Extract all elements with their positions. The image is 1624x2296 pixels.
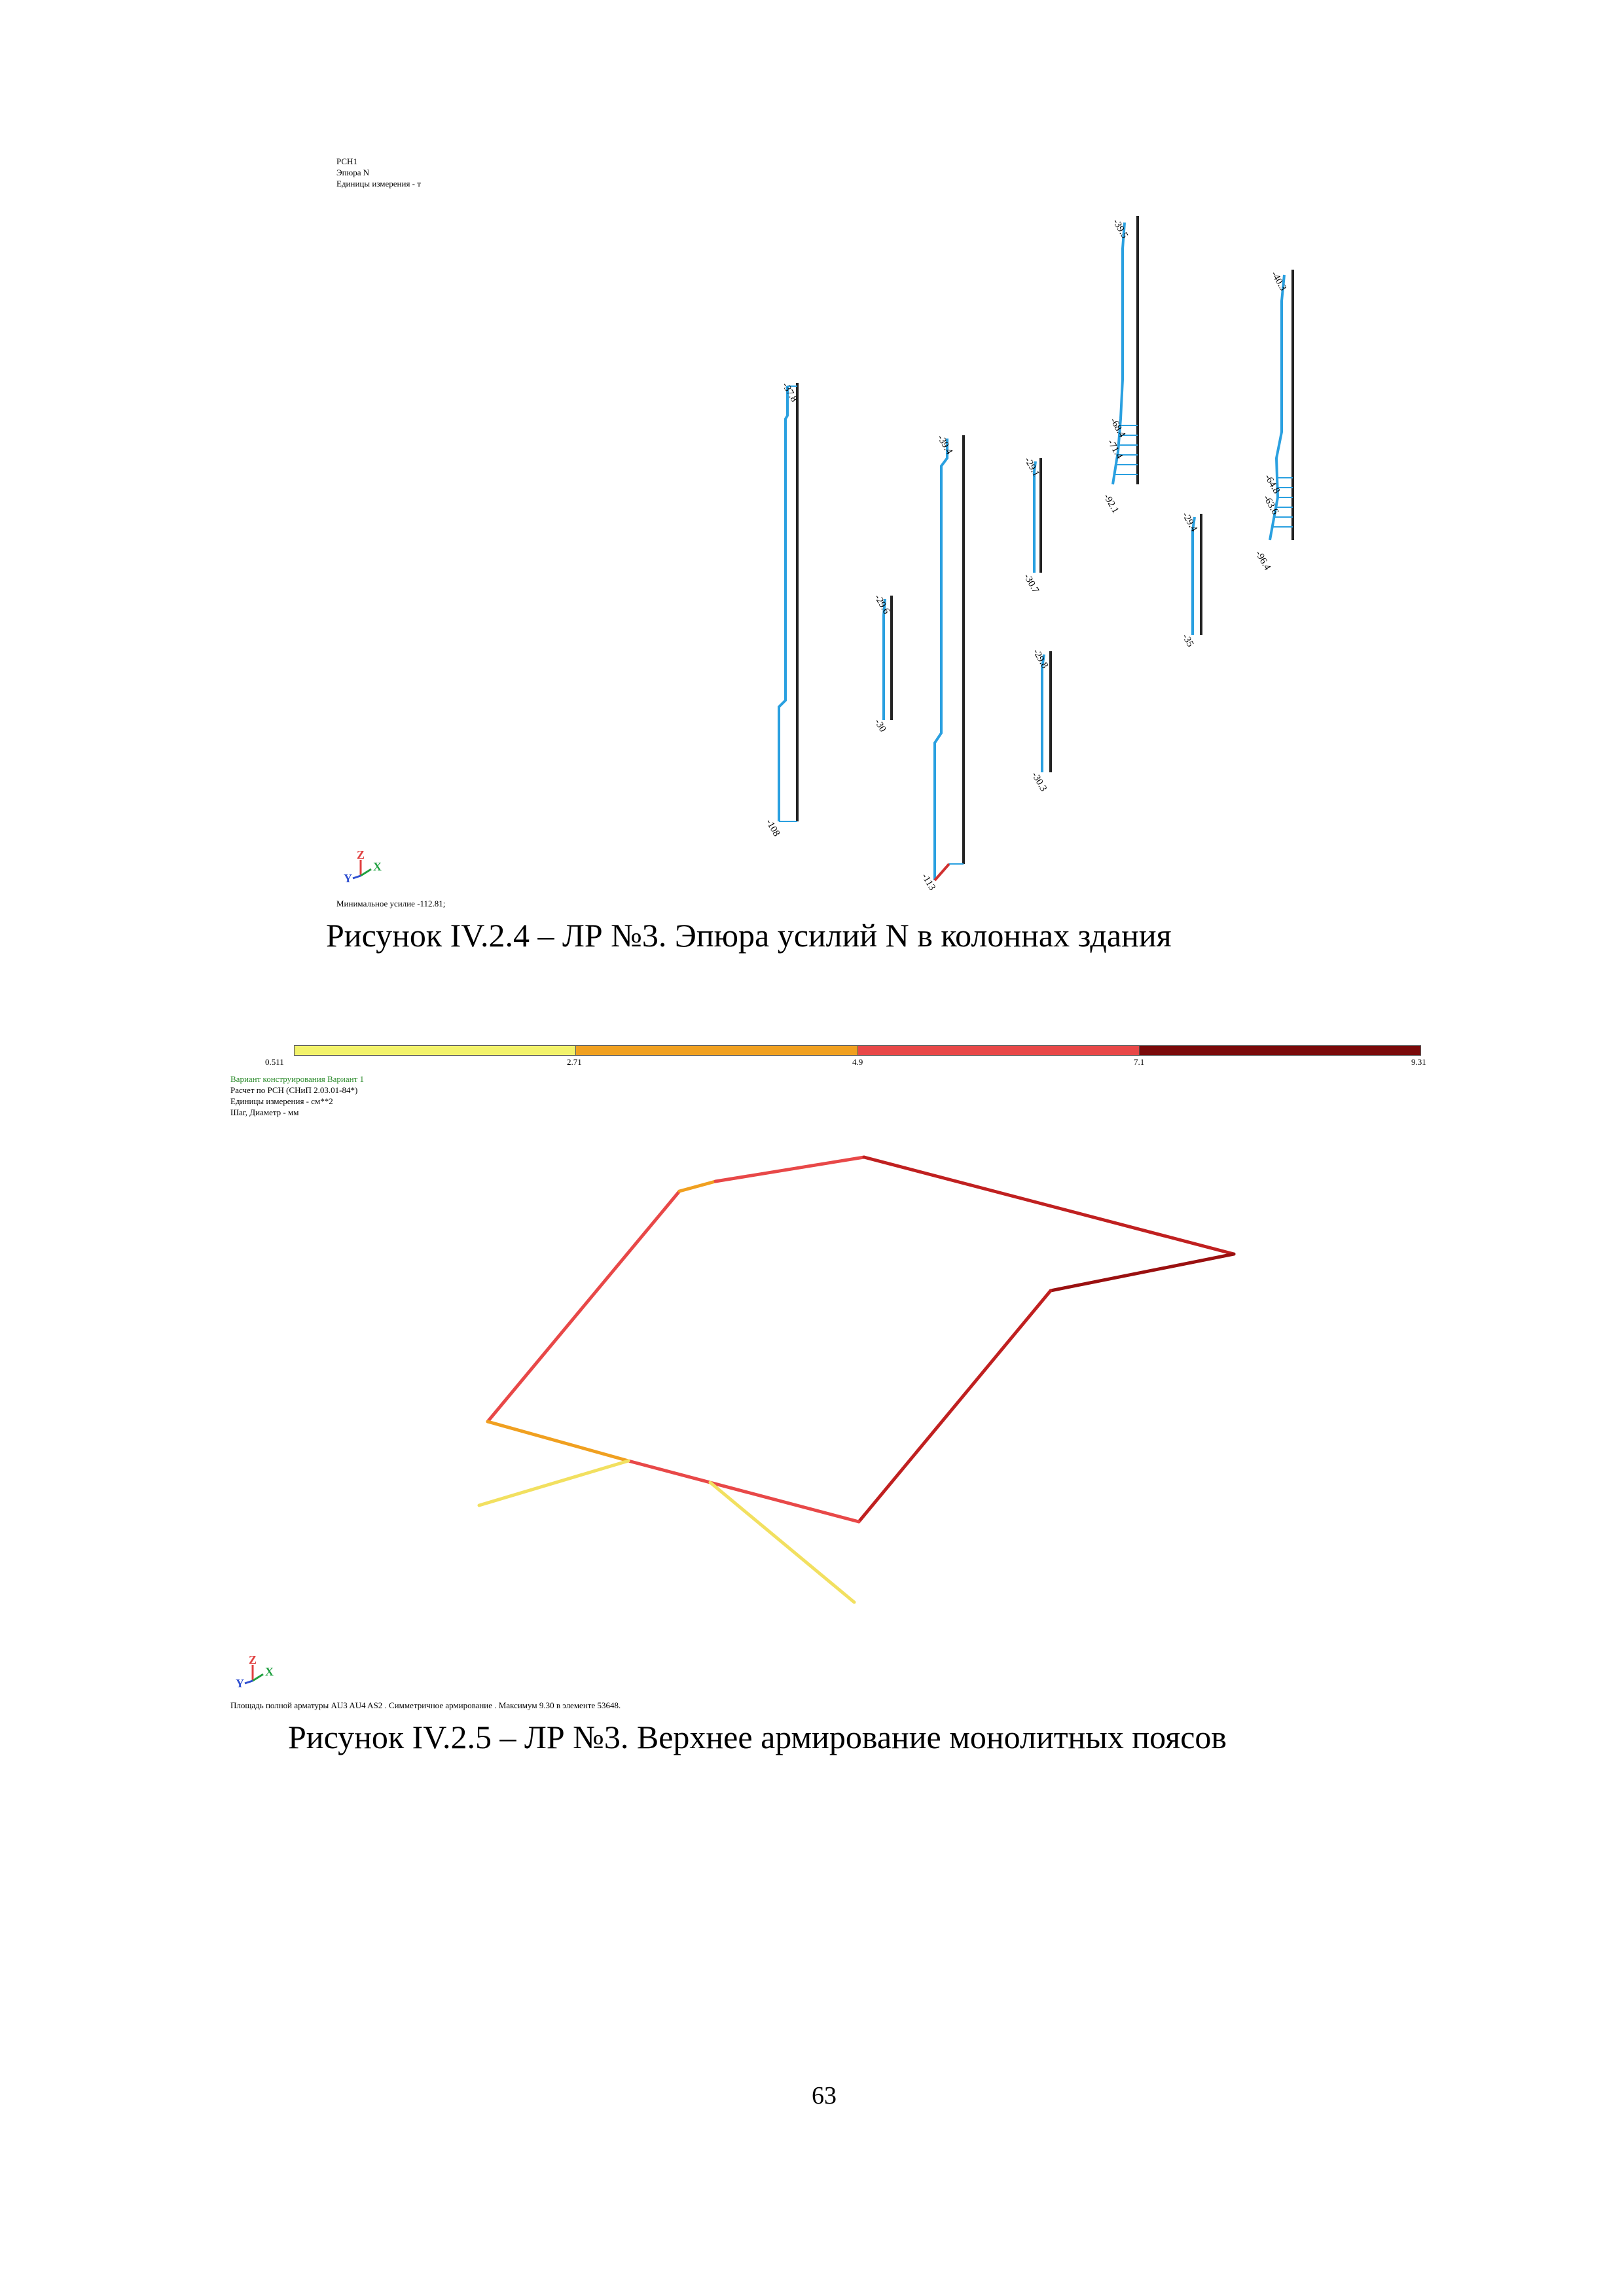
fig2-scale-tick-1: 0.511 (265, 1057, 284, 1067)
fig1-header-line-3: Единицы измерения - т (336, 179, 421, 188)
fig2-info-line-4: Шаг, Диаметр - мм (230, 1107, 299, 1117)
fig2-info (230, 1073, 364, 1118)
belt-segment-top (715, 1157, 864, 1181)
y-axis-line (245, 1681, 253, 1683)
label-col-c-bottom: -30 (872, 717, 888, 734)
fig2-scale-tick-3: 4.9 (852, 1057, 863, 1067)
label-col-b-top: -39.4 (935, 433, 955, 457)
belt-segment-top-left (679, 1181, 715, 1191)
label-col-f-mid1: -68.4 (1108, 416, 1128, 440)
fig1-header-line-2: Эпюра N (336, 168, 370, 177)
column-e-epure (1042, 655, 1044, 772)
fig1-footer: Минимальное усилие -112.81; (336, 899, 446, 908)
fig2-axis-triad (229, 1656, 281, 1695)
column-a-epure (779, 386, 787, 821)
fig2-info-line-1: Вариант конструирования Вариант 1 (230, 1074, 365, 1084)
fig2-color-scale (294, 1045, 1421, 1056)
fig2-footer: Площадь полной арматуры AU3 AU4 AS2 . Симметричное армирование . Максимум 9.30 в элементе 53648. (230, 1700, 621, 1710)
label-col-a-top: -37.8 (780, 381, 800, 404)
label-col-g-bottom: -35 (1180, 632, 1196, 649)
label-col-f-bottom: -92.1 (1101, 492, 1121, 516)
belt-segment-tail-left (479, 1461, 628, 1505)
belt-segment-bottom (628, 1461, 859, 1522)
label-col-h-bottom: -96.4 (1253, 549, 1273, 573)
fig2-scale-tick-5: 9.31 (1411, 1057, 1426, 1067)
page-number: 63 (812, 2082, 837, 2109)
fig2-scale-tick-2: 2.71 (567, 1057, 582, 1067)
belt-segment-right (1051, 1254, 1234, 1291)
x-axis-line (361, 869, 371, 876)
scale-segment-1 (295, 1046, 576, 1055)
fig2-scale-tick-4: 7.1 (1134, 1057, 1145, 1067)
x-axis-label: X (265, 1665, 274, 1678)
fig2-info-line-3: Единицы измерения - см**2 (230, 1096, 333, 1106)
fig2-info-line-2: Расчет по РСН (СНиП 2.03.01-84*) (230, 1085, 358, 1095)
y-axis-label: Y (236, 1677, 244, 1690)
belt-segment-top-right (864, 1157, 1234, 1254)
label-col-h-top: -40.3 (1269, 270, 1289, 293)
x-axis-line (253, 1674, 263, 1681)
belt-segment-bottom-left (488, 1422, 628, 1461)
y-axis-line (353, 876, 361, 878)
fig1-axis-triad (337, 851, 389, 890)
fig2-belt-diagram (0, 1113, 1624, 1623)
scale-segment-4 (1140, 1046, 1420, 1055)
figure1-caption: Рисунок IV.2.4 – ЛР №3. Эпюра усилий N в колоннах здания (326, 917, 1172, 954)
label-col-e-bottom: -30.3 (1029, 770, 1049, 794)
z-axis-label: Z (357, 851, 365, 861)
belt-segment-right-down (859, 1291, 1051, 1522)
z-axis-label: Z (249, 1656, 257, 1666)
column-c-epure (884, 599, 885, 720)
label-col-d-bottom: -30.7 (1021, 572, 1041, 596)
fig1-header-line-1: РСН1 (336, 156, 357, 166)
label-col-d-top: -29.1 (1022, 456, 1042, 479)
x-axis-label: X (373, 860, 382, 873)
y-axis-label: Y (344, 872, 352, 885)
label-col-f-mid2: -71.4 (1105, 438, 1125, 461)
label-col-f-top: -39.5 (1110, 217, 1130, 241)
belt-segment-left-top (488, 1191, 679, 1422)
label-col-h-mid2: -63.6 (1261, 493, 1281, 517)
label-col-e-top: -29.8 (1030, 647, 1051, 671)
column-b-epure (935, 439, 947, 880)
figure2-caption: Рисунок IV.2.5 – ЛР №3. Верхнее армирование монолитных поясов (288, 1719, 1227, 1755)
label-col-h-mid1: -64.8 (1262, 473, 1282, 496)
label-col-a-bottom: -108 (763, 817, 782, 838)
label-col-b-bottom: -113 (919, 872, 937, 893)
label-col-c-top: -29.6 (872, 593, 892, 617)
scale-segment-2 (576, 1046, 857, 1055)
column-g-epure (1193, 517, 1195, 635)
column-d-epure (1034, 461, 1036, 573)
scale-segment-3 (858, 1046, 1140, 1055)
label-col-g-top: -29.4 (1180, 511, 1200, 534)
fig1-column-diagram (0, 0, 1624, 929)
